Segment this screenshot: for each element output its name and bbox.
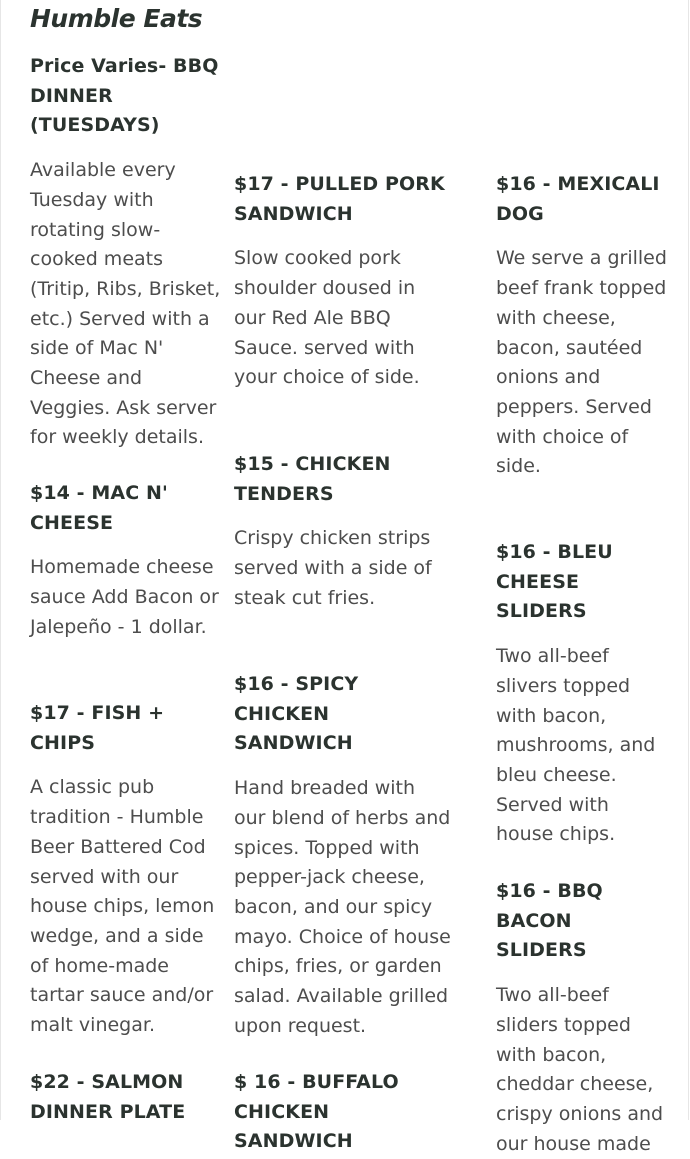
menu-item-description: Two all-beef slivers topped with bacon, mushrooms, and bleu cheese. Served with house chips. bbox=[496, 645, 656, 846]
menu-item-description: Homemade cheese sauce Add Bacon or Jalepeño - 1 dollar. bbox=[30, 556, 219, 638]
menu-item-title: $16 - BLEU CHEESE SLIDERS bbox=[496, 541, 613, 623]
menu-item-fish-chips bbox=[30, 699, 222, 1041]
menu-item-title: $14 - MAC N' CHEESE bbox=[30, 482, 168, 534]
menu-item-description: Two all-beef sliders topped with bacon, cheddar cheese, crispy onions and our house made bbox=[496, 984, 664, 1155]
menu-item-description: A classic pub tradition - Humble Beer Battered Cod served with our house chips, lemon wedge, and a side of home-made tartar sauce and/or malt vinegar. bbox=[30, 776, 215, 1037]
menu-item-spicy-chicken bbox=[234, 670, 452, 1041]
menu-item-chicken-tenders bbox=[234, 450, 452, 614]
menu-item-pulled-pork bbox=[234, 170, 452, 393]
menu-item-title: $17 - PULLED PORK SANDWICH bbox=[234, 173, 445, 225]
menu-item-bbq-bacon-sliders bbox=[496, 877, 668, 1159]
menu-item-description: Crispy chicken strips served with a side of steak cut fries. bbox=[234, 527, 432, 609]
menu-item-buffalo-chicken bbox=[234, 1068, 452, 1157]
menu-item-title: $16 - SPICY CHICKEN SANDWICH bbox=[234, 673, 359, 755]
restaurant-name: Humble Eats bbox=[30, 4, 203, 33]
menu-item-bbq-dinner bbox=[30, 52, 222, 453]
menu-item-description: Slow cooked pork shoulder doused in our Red Ale BBQ Sauce. served with your choice of side. bbox=[234, 247, 420, 389]
menu-item-title: $ 16 - BUFFALO CHICKEN SANDWICH bbox=[234, 1071, 399, 1153]
menu-item-title: $16 - MEXICALI DOG bbox=[496, 173, 660, 225]
menu-item-title: $15 - CHICKEN TENDERS bbox=[234, 453, 391, 505]
menu-item-description: Available every Tuesday with rotating slow-cooked meats (Tritip, Ribs, Brisket, etc.) Served with a side of Mac N' Cheese and Veggies. Ask server for weekly details. bbox=[30, 159, 221, 449]
menu-item-salmon-dinner bbox=[30, 1068, 222, 1127]
menu-item-title: Price Varies- BBQ DINNER (TUESDAYS) bbox=[30, 55, 219, 137]
menu-item-title: $22 - SALMON DINNER PLATE bbox=[30, 1071, 186, 1123]
menu-item-description: Hand breaded with our blend of herbs and spices. Topped with pepper-jack cheese, bacon, and our spicy mayo. Choice of house chips, fries, or garden salad. Available grilled upon request. bbox=[234, 777, 451, 1037]
menu-item-mac-n-cheese bbox=[30, 479, 222, 643]
menu-item-description: We serve a grilled beef frank topped with cheese, bacon, sautéed onions and peppers. Served with choice of side. bbox=[496, 247, 667, 478]
menu-item-title: $16 - BBQ BACON SLIDERS bbox=[496, 880, 603, 962]
menu-item-bleu-cheese-sliders bbox=[496, 538, 668, 850]
menu-item-mexicali-dog bbox=[496, 170, 668, 482]
menu-item-title: $17 - FISH + CHIPS bbox=[30, 702, 165, 754]
